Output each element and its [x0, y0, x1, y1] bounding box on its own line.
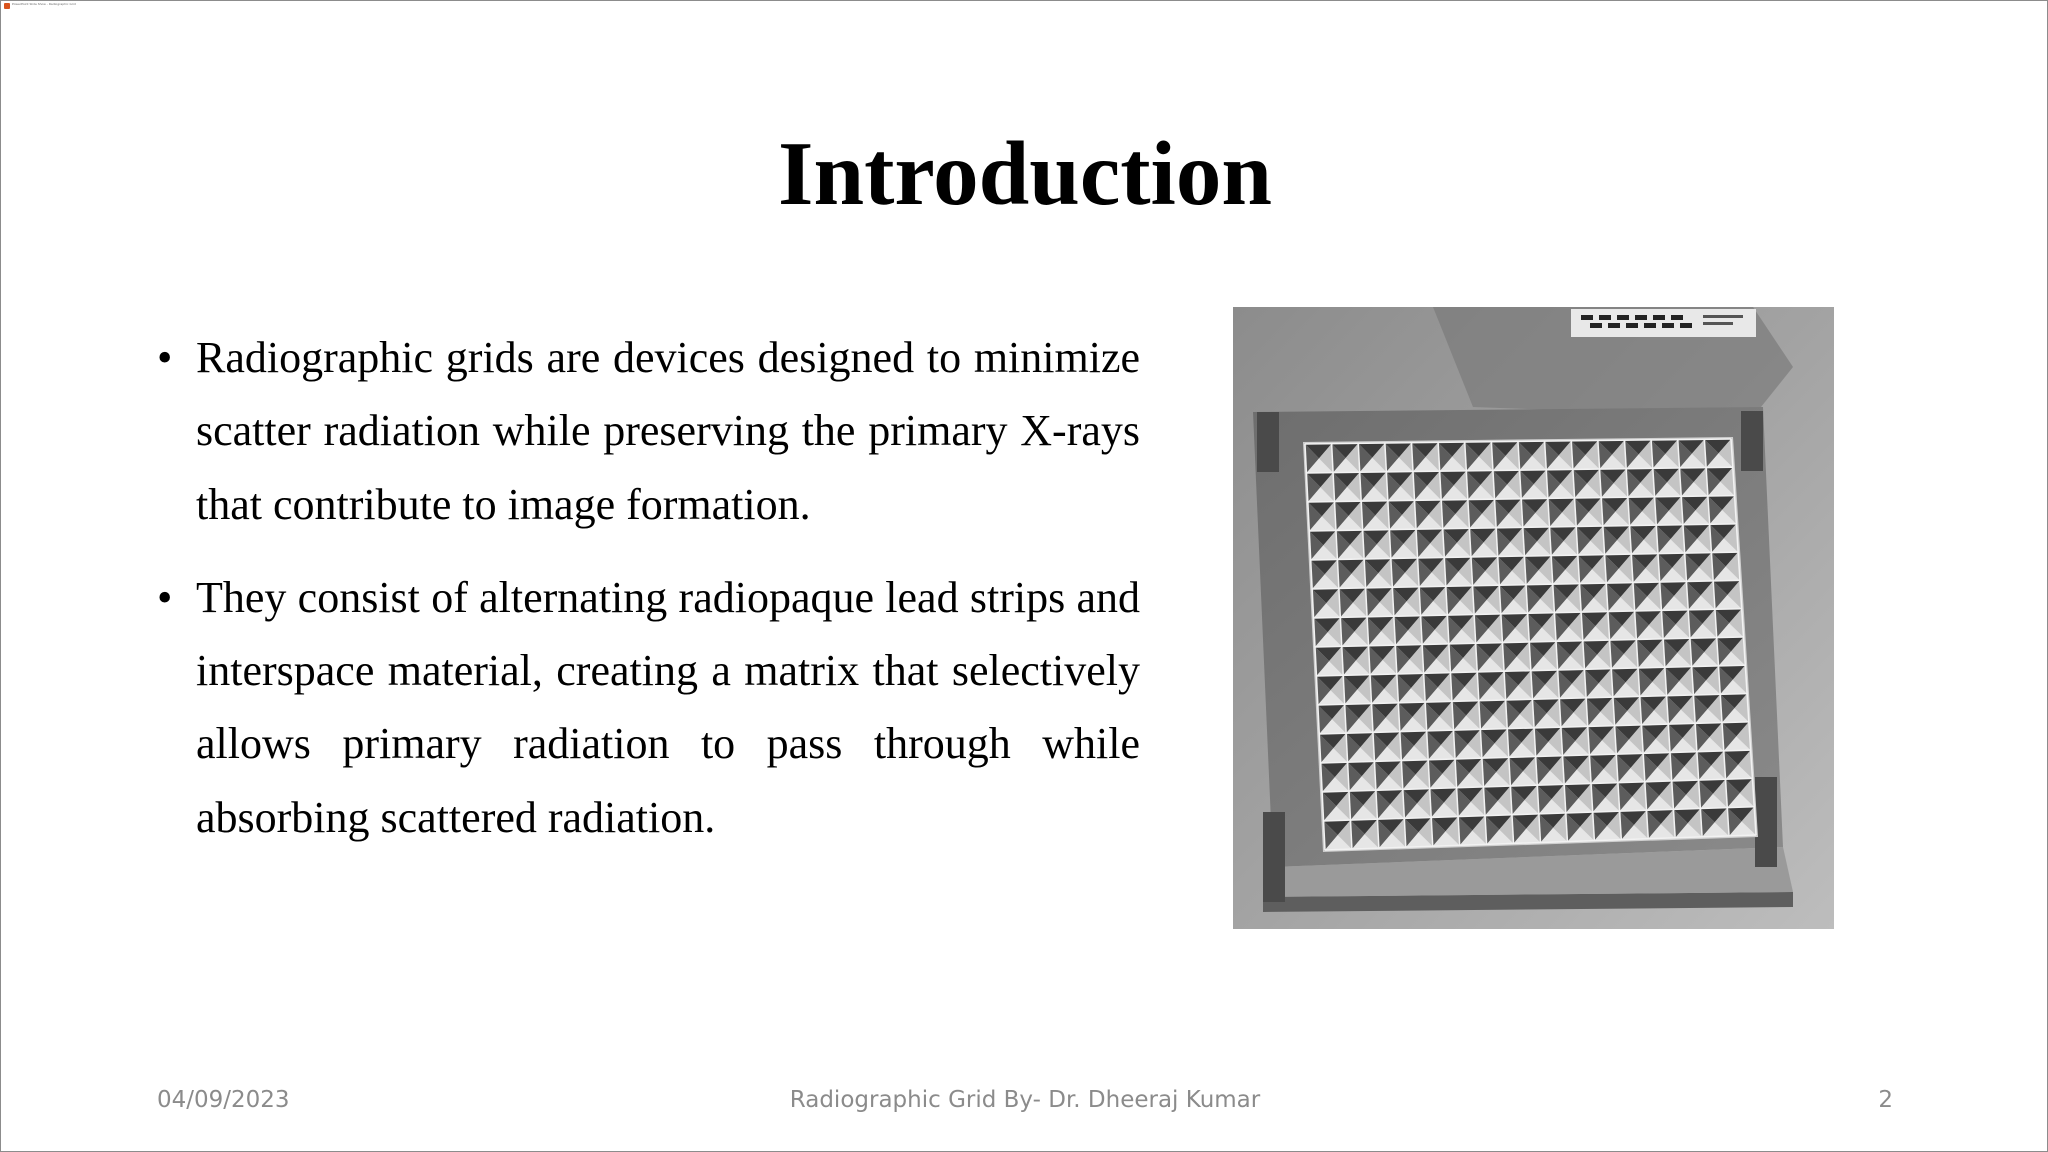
bullet-icon: • — [157, 572, 173, 622]
slide-title: Introduction — [778, 123, 1272, 224]
grid-photo — [1233, 307, 1834, 929]
window-caption: PowerPoint Slide Show - Radiographic Grid — [12, 2, 76, 6]
bullet-list — [157, 321, 1140, 874]
bullet-icon: • — [157, 333, 173, 382]
footer-title: Radiographic Grid By- Dr. Dheeraj Kumar — [789, 1087, 1261, 1113]
bullet-text: They consist of alternating radiopaque lead strips and interspace material, creating a matrix that selectively allows primary radiation to pass through while absorbing scattered radiation. — [196, 572, 1140, 842]
app-icon — [4, 3, 10, 9]
slide-number: 2 — [1878, 1087, 1893, 1113]
footer-date: 04/09/2023 — [157, 1087, 290, 1113]
bullet-text: Radiographic grids are devices designed to minimize scatter radiation while preserving the primary X-rays that contribute to image formation. — [196, 333, 1140, 529]
bullet-item — [157, 561, 1140, 854]
grid-photo-illustration — [1233, 307, 1834, 929]
grid-cells — [1305, 439, 1756, 850]
bullet-item — [157, 321, 1140, 541]
